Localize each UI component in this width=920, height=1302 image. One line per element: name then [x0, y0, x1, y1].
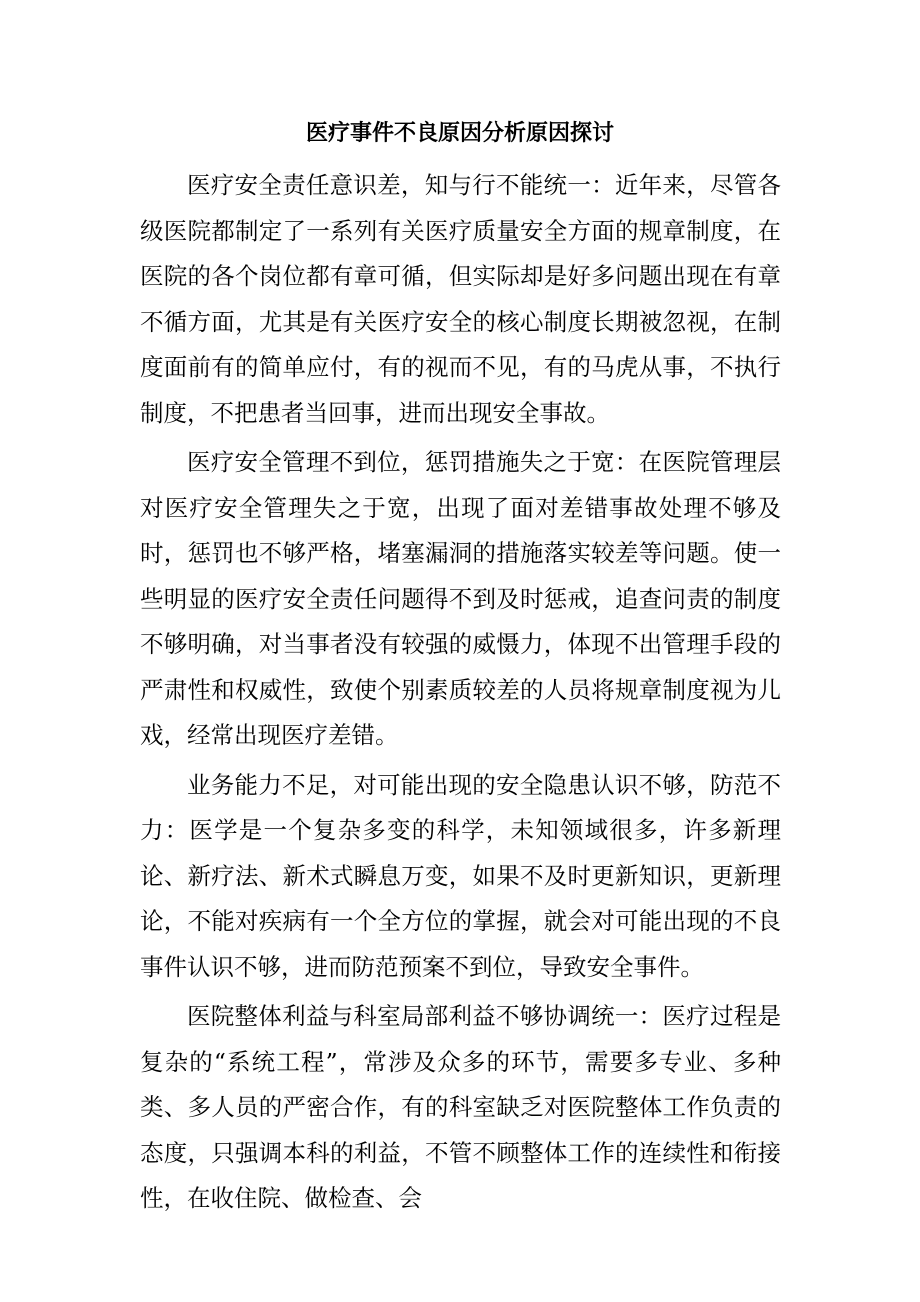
- paragraph-safety-awareness: 医疗安全责任意识差，知与行不能统一：近年来，尽管各级医院都制定了一系列有关医疗质量安全方面的规章制度，在医院的各个岗位都有章可循，但实际却是好多问题出现在有章不循方面，尤其是有关医疗安全的核心制度长期被忽视，在制度面前有的简单应付，有的视而不见，有的马虎从事，不执行制度，不把患者当回事，进而出现安全事故。: [140, 171, 781, 427]
- document-title: 医疗事件不良原因分析原因探讨: [305, 121, 614, 146]
- paragraph-hospital-interests: 医院整体利益与科室局部利益不够协调统一：医疗过程是复杂的“系统工程”，常涉及众多的环节，需要多专业、多种类、多人员的严密合作，有的科室缺乏对医院整体工作负责的态度，只强调本科的利益，不管不顾整体工作的连续性和衔接性，在收住院、做检查、会: [140, 1002, 781, 1212]
- paragraph-safety-management: 医疗安全管理不到位，惩罚措施失之于宽：在医院管理层对医疗安全管理失之于宽，出现了面对差错事故处理不够及时，惩罚也不够严格，堵塞漏洞的措施落实较差等问题。使一些明显的医疗安全责任问题得不到及时惩戒，追查问责的制度不够明确，对当事者没有较强的威慑力，体现不出管理手段的严肃性和权威性，致使个别素质较差的人员将规章制度视为儿戏，经常出现医疗差错。: [140, 448, 781, 749]
- paragraph-professional-ability: 业务能力不足，对可能出现的安全隐患认识不够，防范不力：医学是一个复杂多变的科学，未知领域很多，许多新理论、新疗法、新术式瞬息万变，如果不及时更新知识，更新理论，不能对疾病有一个全方位的掌握，就会对可能出现的不良事件认识不够，进而防范预案不到位，导致安全事件。: [140, 770, 781, 981]
- document-body: [140, 163, 781, 1226]
